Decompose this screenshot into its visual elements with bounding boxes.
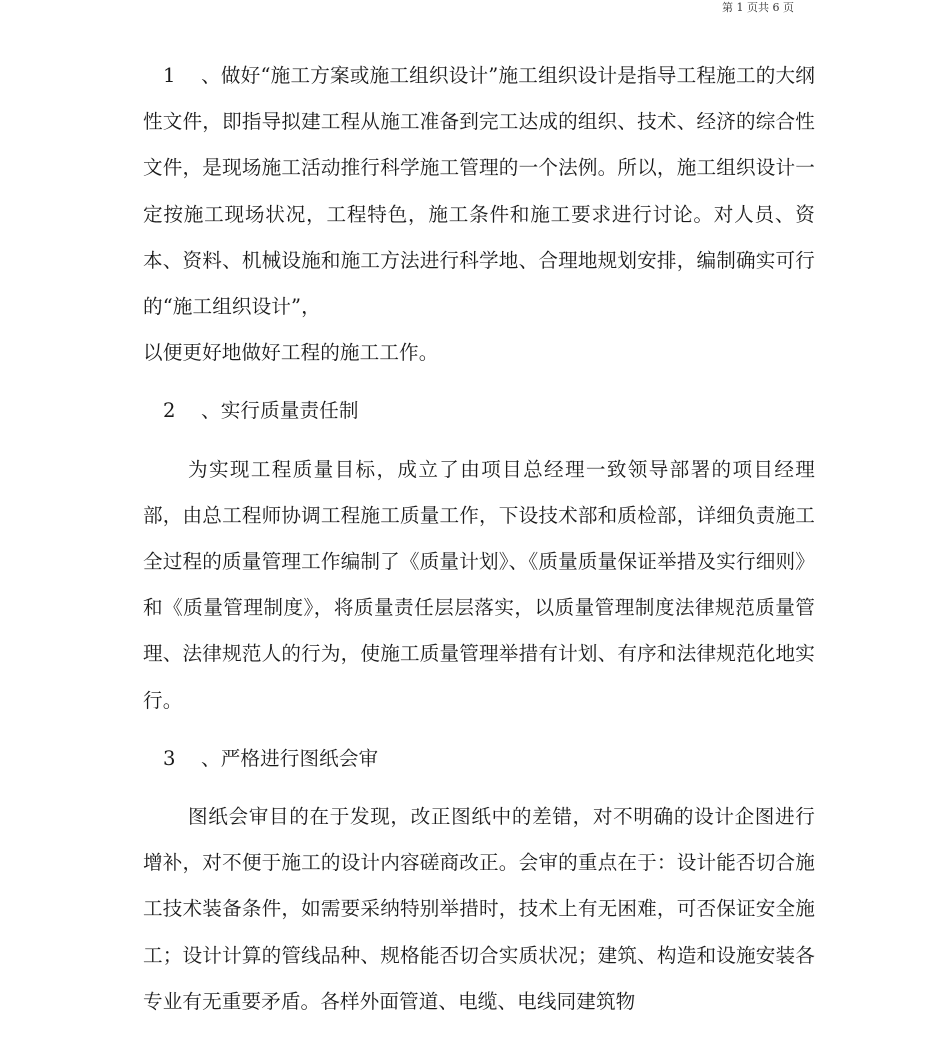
section-3-body: 图纸会审目的在于发现，改正图纸中的差错，对不明确的设计企图进行增补，对不便于施工的设计内容磋商改正。会审的重点在于：设计能否切合施工技术装备条件，如需要采纳特别举措时，技术上有无困难，可否保证安全施工；设计计算的管线品种、规格能否切合实质状况；建筑、构造和设施安装各专业有无重要矛盾。各样外面管道、电缆、电线同建筑物: [143, 805, 815, 1013]
section-2-body: 为实现工程质量目标，成立了由项目总经理一致领导部署的项目经理部，由总工程师协调工程施工质量工作，下设技术部和质检部，详细负责施工全过程的质量管理工作编制了《质量计划》、《质量质量保证举措及实行细则》和《质量管理制度》，将质量责任层层落实，以质量管理制度法律规范质量管理、法律规范人的行为，使施工质量管理举措有计划、有序和法律规范化地实行。: [143, 457, 815, 712]
section-3-heading: [143, 736, 815, 782]
section-1-text: 、做好“施工方案或施工组织设计”施工组织设计是指导工程施工的大纲性文件，即指导拟建工程从施工准备到完工达成的组织、技术、经济的综合性文件，是现场施工活动推行科学施工管理的一个法例。所以，施工组织设计一定按施工现场状况，工程特色，施工条件和施工要求进行讨论。对人员、资本、资料、机械设施和施工方法进行科学地、合理地规划安排，编制确实可行的“施工组织设计”，: [143, 64, 815, 319]
section-3-number: 3: [163, 746, 176, 770]
section-2-number: 2: [163, 399, 176, 423]
spacer: [143, 435, 815, 447]
section-1-number: 1: [163, 64, 176, 87]
page-number-indicator: 第 1 页共 6 页: [722, 1, 794, 14]
spacer: [143, 376, 815, 388]
section-3-title: 、严格进行图纸会审: [201, 746, 379, 770]
section-1-continuation: 以便更好地做好工程的施工工作。: [143, 341, 439, 365]
document-body: [143, 53, 815, 1025]
spacer: [143, 782, 815, 794]
section-2-heading: [143, 388, 815, 434]
spacer: [143, 724, 815, 736]
section-2-title: 、实行质量责任制: [201, 399, 359, 423]
section-1: [143, 53, 815, 330]
